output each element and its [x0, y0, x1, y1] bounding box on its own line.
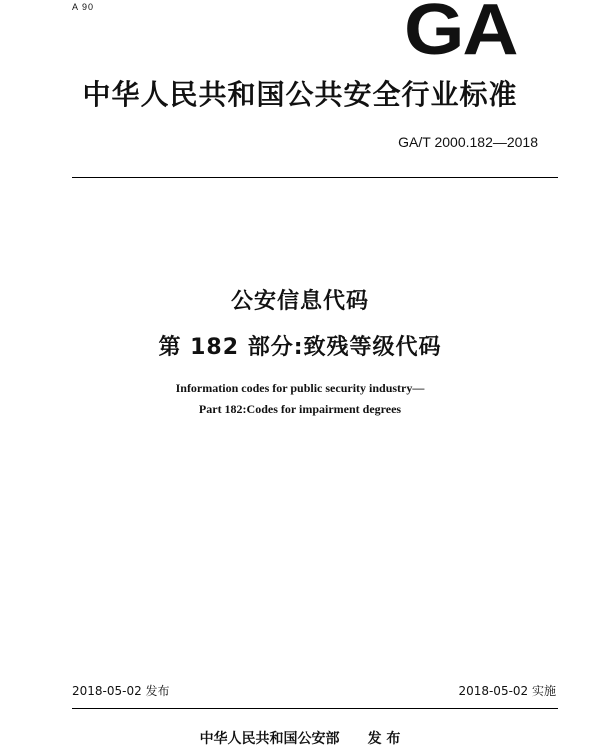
- standard-category-title: 中华人民共和国公共安全行业标准: [82, 78, 518, 111]
- publisher-line: [0, 728, 600, 748]
- standard-number: GA/T 2000.182—2018: [398, 134, 538, 150]
- publish-label: 发 布: [367, 731, 401, 747]
- header-divider: [72, 177, 558, 178]
- issue-date: 2018-05-02 发布: [72, 684, 170, 698]
- chinese-title-line-2: 第 182 部分:致残等级代码: [158, 335, 442, 360]
- english-title-line-1: Information codes for public security industry—: [175, 381, 425, 395]
- ics-code: A 90: [72, 2, 95, 12]
- ga-logo: GA: [404, 0, 517, 70]
- chinese-title-line-1: 公安信息代码: [230, 289, 369, 314]
- english-title-line-2: Part 182:Codes for impairment degrees: [198, 402, 402, 416]
- footer-divider: [72, 708, 558, 709]
- publisher-name: 中华人民共和国公安部: [199, 731, 340, 747]
- implementation-date: 2018-05-02 实施: [458, 684, 556, 698]
